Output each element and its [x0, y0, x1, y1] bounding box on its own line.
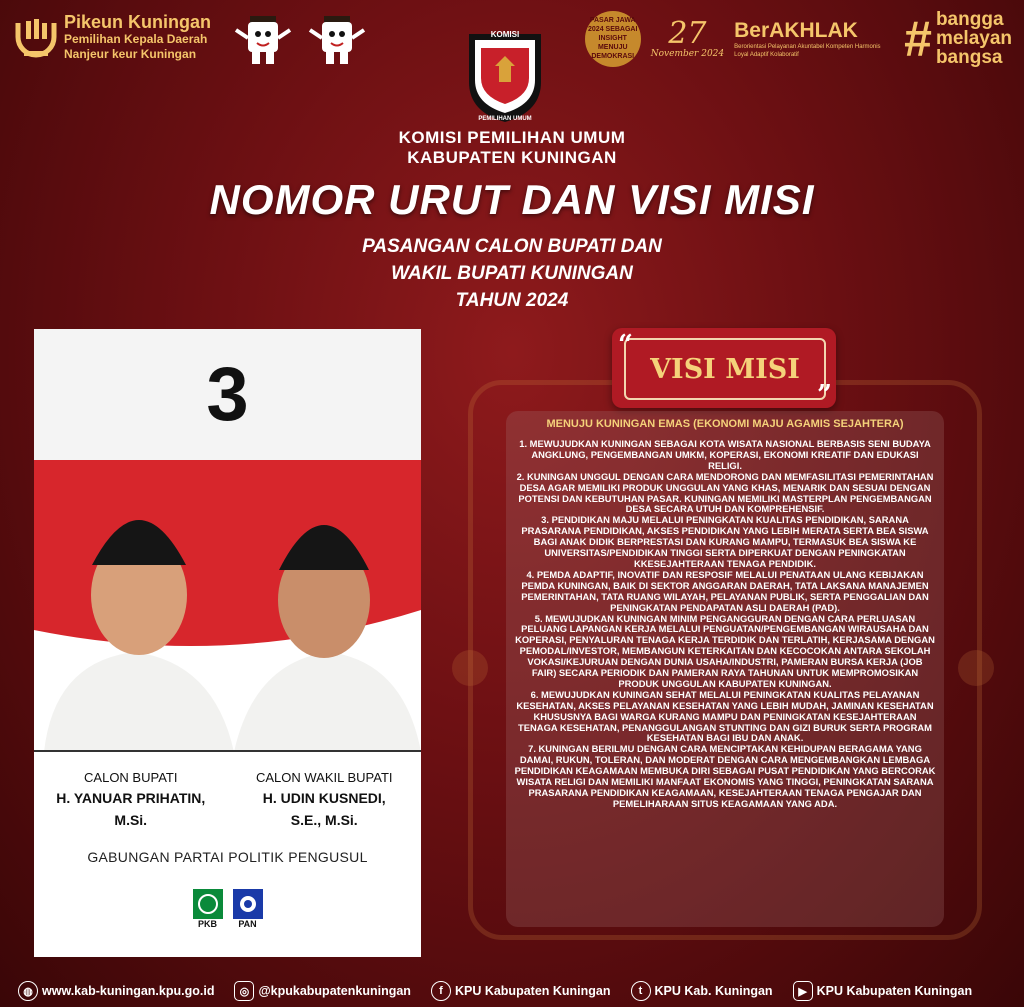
berakhlak-title: BerAKHLAK: [734, 18, 858, 42]
footer-youtube-text: KPU Kabupaten Kuningan: [816, 984, 973, 998]
right-logos: [585, 10, 1012, 67]
mascot-icon: [304, 12, 368, 70]
visimisi-header-inner: [624, 338, 826, 400]
sub-title-line1: PASANGAN CALON BUPATI DAN: [362, 236, 662, 257]
anniversary-month: November 2024: [650, 48, 725, 59]
misi-item: 2. KUNINGAN UNGGUL DENGAN CARA MENDORONG DAN MEMFASILITASI PEMERINTAHAN DESA AGAR MEMILIKI PRODUK UNGGULAN YANG KHAS, MENARIK DAN SESUAI DENGAN POTENSI DAN KEBUTUHAN PASAR. KUNINGAN MEMILIKI MASTERPLAN PENGEMBANGAN DESA SECARA UTUH DAN KOMPREHENSIF.: [516, 470, 934, 515]
visimisi-label: VISI MISI: [650, 353, 800, 385]
misi-item: 7. KUNINGAN BERILMU DENGAN CARA MENCIPTAKAN KEHIDUPAN BERAGAMA YANG DAMAI, RUKUN, TOLERAN, DAN MODERAT DENGAN CARA MENGEMBANGKAN LEMBAGA PENDIDIKAN KEAGAMAAN MEMBUKA DIRI SEBAGAI PUSAT PENDIDIKAN YANG BERCORAK WISATA RELIGI DAN MEMILIKI MANFAAT EKONOMIS YANG TINGGI, PENINGKATAN SARANA PRASARANA PENDIDIKAN KEAGAMAAN, KESEJAHTERAAN TENAGA PENGAJAR DAN PEMELIHARAAN SITUS KEAGAMAAN YANG ADA.: [514, 743, 936, 809]
wakil-role: CALON WAKIL BUPATI: [255, 770, 393, 785]
wakil-column: [228, 769, 422, 831]
ballot-number: 3: [206, 352, 249, 437]
footer-twitter-text: KPU Kab. Kuningan: [654, 984, 773, 998]
misi-item: 1. MEWUJUDKAN KUNINGAN SEBAGAI KOTA WISATA NASIONAL BERBASIS SENI BUDAYA ANGKLUNG, PENGEMBANGAN UMKM, KOPERASI, EKONOMI KREATIF DAN EDUKASI RELIGI.: [519, 438, 931, 471]
frame-ornament-left: [452, 650, 488, 686]
kpu-logo-top-text: KOMISI: [490, 30, 520, 39]
frame-ornament-right: [958, 650, 994, 686]
mascots: [230, 12, 368, 70]
bupati-name-line1: H. YANUAR PRIHATIN,: [56, 790, 206, 806]
anniversary-logo: [650, 15, 725, 59]
visimisi-box: [506, 411, 944, 927]
twitter-icon: t: [631, 981, 651, 1001]
misi-item: 6. MEWUJUDKAN KUNINGAN SEHAT MELALUI PENINGKATAN KUALITAS PELAYANAN KESEHATAN, AKSES PELAYANAN KESEHATAN YANG LEBIH MUDAH, JAMINAN KESEHATAN KHUSUSNYA BAGI WARGA KURANG MAMPU DAN PENINGKATAN KESEJAHTERAAN TENAGA KESEHATAN, PENANGGULANGAN STUNTING DAN GIZI BURUK SERTA PROGRAM KESEHATAN BAGI IBU DAN ANAK.: [516, 688, 934, 744]
pikeun-line1: Pemilihan Kepala Daerah: [64, 32, 208, 46]
ballot-number-box: [34, 329, 421, 460]
berakhlak-logo: [734, 19, 894, 59]
wakil-name-line1: H. UDIN KUSNEDI,: [262, 790, 386, 806]
bangga-word-1: bangga: [935, 9, 1004, 30]
misi-list: [514, 439, 936, 810]
party-logos: [34, 889, 421, 933]
party-pan-label: PAN: [238, 919, 257, 929]
instagram-icon: ◎: [234, 981, 254, 1001]
sub-title-line2: WAKIL BUPATI KUNINGAN: [391, 263, 633, 284]
visimisi-header: [612, 328, 836, 408]
kpu-logo-bottom-text: PEMILIHAN UMUM: [478, 116, 532, 122]
bangga-word-3: bangsa: [935, 47, 1003, 68]
bupati-role: CALON BUPATI: [84, 770, 178, 785]
party-pan: [232, 889, 264, 933]
kpu-logo-icon: [463, 24, 547, 124]
candidate-card: [34, 329, 421, 957]
pikeun-logo-icon: [14, 15, 58, 59]
bangga-word-2: melayan: [935, 28, 1012, 49]
candidate-photo: [34, 460, 421, 752]
footer: [0, 975, 1024, 1007]
pan-logo-icon: [233, 889, 263, 919]
footer-website[interactable]: [18, 981, 214, 1001]
wakil-name-line2: S.E., M.Si.: [290, 812, 358, 828]
sub-title-line3: TAHUN 2024: [455, 290, 569, 311]
main-title: NOMOR URUT DAN VISI MISI: [209, 176, 815, 223]
footer-instagram-text: @kpukabupatenkuningan: [258, 984, 411, 998]
quote-open-icon: “: [618, 330, 633, 360]
coalition-label: GABUNGAN PARTAI POLITIK PENGUSUL: [87, 849, 368, 865]
pkb-logo-icon: [193, 889, 223, 919]
footer-twitter[interactable]: [631, 981, 773, 1001]
youtube-icon: ▶: [793, 981, 813, 1001]
berakhlak-subtitle: Berorientasi Pelayanan Akuntabel Kompeten Harmonis Loyal Adaptif Kolaboratif: [734, 43, 881, 58]
komisi-line2: KABUPATEN KUNINGAN: [407, 148, 617, 167]
komisi-line1: KOMISI PEMILIHAN UMUM: [398, 128, 626, 147]
candidate-names: [34, 769, 421, 831]
mascot-icon: [230, 12, 294, 70]
footer-instagram[interactable]: [234, 981, 410, 1001]
bupati-name-line2: M.Si.: [114, 812, 148, 828]
misi-item: 4. PEMDA ADAPTIF, INOVATIF DAN RESPOSIF MELALUI PENATAAN ULANG KEBIJAKAN PEMDA KUNINGAN, BAIK DI SEKTOR ANGGARAN DAERAH, TATA LAKSANA MANAJEMEN PEMERINTAHAN, TATA RUANG WILAYAH, PELAYANAN PUBLIK, SERTA PENGGALIAN DAN PENINGKATAN PENDAPATAN ASLI DAERAH (PAD).: [521, 568, 929, 613]
event-badge: PASAR JAWA 2024 SEBAGAI INSIGHT MENUJU DEMOKRASI: [585, 11, 641, 67]
footer-facebook-text: KPU Kabupaten Kuningan: [454, 984, 611, 998]
pikeun-title: Pikeun Kuningan: [64, 12, 212, 32]
misi-item: 5. MEWUJUDKAN KUNINGAN MINIM PENGANGGURAN DENGAN CARA PERLUASAN PELUANG LAPANGAN KERJA MELALUI PENGUATAN/PENGEMBANGAN WIRAUSAHA DAN KOPERASI, PENYALURAN TENAGA KERJA TERDIDIK DAN TERLATIH, KERJASAMA DENGAN PEMODAL/INVESTOR, MEMBANGUN KETERKAITAN DAN KECOCOKAN ANTARA SEKOLAH VOKASI/KEJURUAN DENGAN DUNIA USAHA/INDUSTRI, PAMERAN BURSA KERJA (JOB FAIR) SECARA PERIODIK DAN PAMERAN RAYA TAHUNAN UNTUK MEMPROMOSIKAN PRODUK UNGGULAN KABUPATEN KUNINGAN.: [515, 612, 935, 689]
hashtag-icon: #: [904, 10, 932, 67]
bupati-column: [34, 769, 228, 831]
footer-youtube[interactable]: [793, 981, 973, 1001]
visi-text: MENUJU KUNINGAN EMAS (EKONOMI MAJU AGAMIS SEJAHTERA): [546, 418, 904, 430]
komisi-heading: [0, 128, 1024, 168]
anniversary-number: 27: [668, 15, 707, 51]
party-pkb: [192, 889, 224, 933]
footer-website-text: www.kab-kuningan.kpu.go.id: [42, 984, 215, 998]
quote-close-icon: ”: [817, 380, 832, 410]
sub-title: [0, 233, 1024, 314]
party-pkb-label: PKB: [197, 919, 217, 929]
misi-item: 3. PENDIDIKAN MAJU MELALUI PENINGKATAN KUALITAS PENDIDIKAN, SARANA PRASARANA PENDIDIKAN, AKSES PENDIDIKAN YANG LEBIH MERATA SERTA BEA SISWA BAGI ANAK DIDIK BERPRESTASI DAN KURANG MAMPU, TERMASUK BEA SISWA KE UNIVERSITAS/PENDIDIKAN TINGGI SERTA DIPERKUAT DENGAN PENINGKATAN KKESEJAHTERAAN TENAGA PENDIDIK.: [521, 514, 929, 569]
bangga-melayani-logo: [904, 10, 1012, 67]
globe-icon: ◍: [18, 981, 38, 1001]
pikeun-kuningan-logo-block: [14, 12, 211, 62]
facebook-icon: f: [431, 981, 451, 1001]
footer-facebook[interactable]: [431, 981, 611, 1001]
pikeun-line2: Nanjeur keur Kuningan: [64, 47, 197, 61]
